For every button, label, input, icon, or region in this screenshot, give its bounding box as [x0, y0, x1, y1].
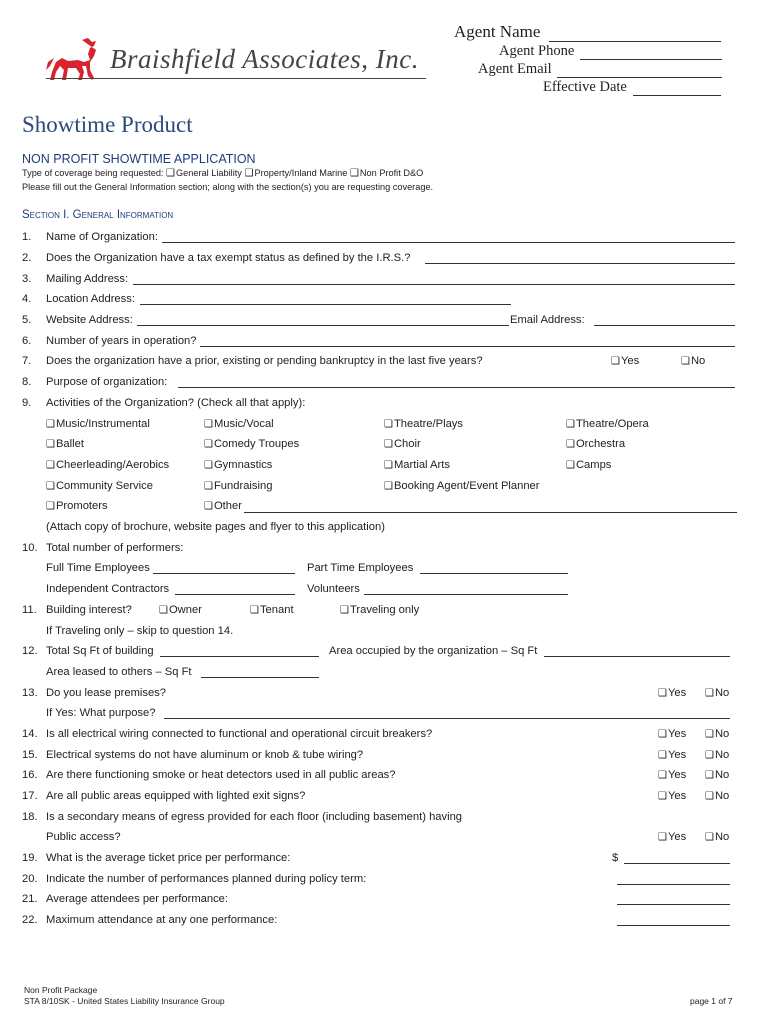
question-2: 2. Does the Organization have a tax exempt status as defined by the I.R.S.?	[22, 252, 411, 264]
question-19: 19. What is the average ticket price per performance:	[22, 852, 291, 864]
activity-option[interactable]	[46, 500, 108, 512]
activity-option[interactable]	[204, 438, 299, 450]
checkbox-icon: ❑	[658, 750, 667, 761]
checkbox-icon: ❑	[681, 356, 690, 367]
question-label: Indicate the number of performances planned during policy term:	[46, 873, 367, 885]
area-occupied-field[interactable]	[544, 646, 730, 657]
question-label: Do you lease premises?	[46, 687, 167, 699]
application-title: NON PROFIT SHOWTIME APPLICATION	[22, 152, 256, 166]
checkbox-icon: ❑	[705, 770, 714, 781]
activity-label: Gymnastics	[213, 459, 273, 471]
question-label: Are all public areas equipped with lighted exit signs?	[46, 790, 306, 802]
checkbox-icon: ❑	[566, 419, 575, 430]
coverage-gl-label: General Liability	[176, 168, 242, 178]
checkbox-icon: ❑	[204, 481, 213, 492]
volunteers-label: Volunteers	[307, 583, 360, 595]
checkbox-icon: ❑	[46, 481, 55, 492]
company-logo	[44, 36, 429, 86]
yes-label: Yes	[667, 769, 687, 781]
checkbox-icon: ❑	[705, 832, 714, 843]
no-label: No	[714, 790, 730, 802]
horse-icon	[44, 36, 106, 84]
checkbox-icon: ❑	[46, 501, 55, 512]
no-label: No	[714, 687, 730, 699]
activity-label: Music/Vocal	[213, 418, 274, 430]
volunteers-field[interactable]	[364, 584, 568, 595]
area-leased-field[interactable]	[201, 667, 319, 678]
coverage-do[interactable]	[350, 168, 423, 178]
question-13: 13. Do you lease premises?	[22, 687, 167, 699]
agent-email-field[interactable]	[557, 64, 722, 78]
question-9: 9. Activities of the Organization? (Check all that apply):	[22, 397, 306, 409]
checkbox-icon: ❑	[658, 832, 667, 843]
activity-label: Camps	[575, 459, 612, 471]
activity-option[interactable]	[46, 480, 153, 492]
question-14: 14. Is all electrical wiring connected to functional and operational circuit breakers?	[22, 728, 433, 740]
contractors-label: Independent Contractors	[46, 583, 170, 595]
no-label: No	[714, 749, 730, 761]
question-label: What is the average ticket price per performance:	[46, 852, 291, 864]
question-1: 1. Name of Organization:	[22, 231, 158, 243]
checkbox-icon: ❑	[166, 168, 176, 179]
checkbox-icon: ❑	[611, 356, 620, 367]
building-owner[interactable]	[159, 604, 202, 616]
no-label: No	[714, 831, 730, 843]
checkbox-icon: ❑	[705, 688, 714, 699]
no-option[interactable]	[705, 831, 729, 843]
checkbox-icon: ❑	[340, 605, 349, 616]
question-label: Activities of the Organization? (Check all that apply):	[46, 397, 306, 409]
question-label: Total number of performers:	[46, 542, 184, 554]
location-address-field[interactable]	[140, 294, 511, 305]
part-time-field[interactable]	[420, 563, 568, 574]
coverage-property-label: Property/Inland Marine	[254, 168, 348, 178]
agent-name-label: Agent Name	[454, 22, 541, 41]
activity-label: Booking Agent/Event Planner	[393, 480, 540, 492]
question-4: 4. Location Address:	[22, 293, 135, 305]
question-label: Location Address:	[46, 293, 135, 305]
traveling-label: Traveling only	[349, 604, 420, 616]
q7-no[interactable]	[681, 355, 705, 367]
question-label: Website Address:	[46, 314, 133, 326]
org-name-field[interactable]	[162, 232, 735, 243]
checkbox-icon: ❑	[46, 419, 55, 430]
footer-line1: Non Profit Package	[24, 985, 98, 995]
question-3: 3. Mailing Address:	[22, 273, 129, 285]
mailing-address-field[interactable]	[133, 274, 735, 285]
activity-option[interactable]	[204, 500, 242, 512]
question-label: Is a secondary means of egress provided for each floor (including basement) having	[46, 811, 463, 823]
avg-attendees-field[interactable]	[617, 894, 730, 905]
activity-option[interactable]	[204, 418, 274, 430]
checkbox-icon: ❑	[159, 605, 168, 616]
yes-label: Yes	[667, 749, 687, 761]
checkbox-icon: ❑	[250, 605, 259, 616]
question-label: Does the Organization have a tax exempt status as defined by the I.R.S.?	[46, 252, 411, 264]
checkbox-icon: ❑	[204, 439, 213, 450]
question-label: Maximum attendance at any one performance:	[46, 914, 278, 926]
activity-option[interactable]	[384, 459, 450, 471]
email-field[interactable]	[594, 315, 735, 326]
owner-label: Owner	[168, 604, 202, 616]
question-17: 17. Are all public areas equipped with lighted exit signs?	[22, 790, 306, 802]
question-16: 16. Are there functioning smoke or heat detectors used in all public areas?	[22, 769, 396, 781]
question-7: 7. Does the organization have a prior, existing or pending bankruptcy in the last five years?	[22, 355, 483, 367]
checkbox-icon: ❑	[658, 688, 667, 699]
activity-label: Promoters	[55, 500, 108, 512]
question-label: Are there functioning smoke or heat detectors used in all public areas?	[46, 769, 396, 781]
email-label: Email Address:	[510, 314, 585, 326]
yes-option[interactable]	[658, 687, 686, 699]
coverage-property[interactable]	[244, 168, 347, 178]
part-time-label: Part Time Employees	[307, 562, 414, 574]
yes-label: Yes	[620, 355, 640, 367]
activity-option[interactable]	[46, 459, 169, 471]
activity-option[interactable]	[384, 480, 540, 492]
activity-label: Ballet	[55, 438, 84, 450]
no-option[interactable]	[705, 749, 729, 761]
question-5: 5. Website Address:	[22, 314, 133, 326]
lease-purpose-field[interactable]	[164, 708, 730, 719]
yes-label: Yes	[667, 790, 687, 802]
yes-option[interactable]	[658, 728, 686, 740]
question-label: Mailing Address:	[46, 273, 129, 285]
attach-note: (Attach copy of brochure, website pages and flyer to this application)	[46, 521, 385, 533]
other-activity-field[interactable]	[244, 502, 737, 513]
no-option[interactable]	[705, 687, 729, 699]
checkbox-icon: ❑	[705, 729, 714, 740]
max-attendance-field[interactable]	[617, 915, 730, 926]
page-number: page 1 of 7	[690, 996, 733, 1006]
checkbox-icon: ❑	[705, 791, 714, 802]
coverage-line	[22, 168, 423, 179]
yes-label: Yes	[667, 728, 687, 740]
building-traveling[interactable]	[340, 604, 419, 616]
dollar-sign: $	[612, 852, 619, 864]
section-heading: Section I. General Information	[22, 209, 174, 221]
no-label: No	[690, 355, 706, 367]
coverage-do-label: Non Profit D&O	[359, 168, 424, 178]
yes-option[interactable]	[658, 790, 686, 802]
building-tenant[interactable]	[250, 604, 294, 616]
checkbox-icon: ❑	[384, 419, 393, 430]
activity-option[interactable]	[204, 480, 272, 492]
question-label: Average attendees per performance:	[46, 893, 229, 905]
checkbox-icon: ❑	[566, 460, 575, 471]
purpose-field[interactable]	[178, 377, 735, 388]
yes-option[interactable]	[658, 831, 686, 843]
question-label: Building interest?	[46, 604, 132, 616]
checkbox-icon: ❑	[46, 439, 55, 450]
activity-option[interactable]	[566, 418, 649, 430]
activity-option[interactable]	[46, 438, 84, 450]
question-label: Electrical systems do not have aluminum or knob & tube wiring?	[46, 749, 364, 761]
contractors-field[interactable]	[175, 584, 295, 595]
question-12: 12. Total Sq Ft of building	[22, 645, 154, 657]
effective-date-field[interactable]	[633, 82, 721, 96]
checkbox-icon: ❑	[349, 168, 359, 179]
activity-option[interactable]	[384, 438, 421, 450]
ticket-price-field[interactable]	[624, 853, 730, 864]
question-label: Number of years in operation?	[46, 335, 197, 347]
question-label: Is all electrical wiring connected to functional and operational circuit breakers?	[46, 728, 433, 740]
checkbox-icon: ❑	[244, 168, 254, 179]
agent-name-field[interactable]	[549, 26, 721, 42]
coverage-note: Please fill out the General Information section; along with the section(s) you are requesting coverage.	[22, 182, 434, 192]
activity-label: Choir	[393, 438, 421, 450]
if-yes-label: If Yes: What purpose?	[46, 707, 156, 719]
question-11: 11. Building interest?	[22, 604, 132, 616]
no-option[interactable]	[705, 728, 729, 740]
activity-option[interactable]	[566, 438, 625, 450]
website-field[interactable]	[137, 315, 509, 326]
years-field[interactable]	[200, 336, 735, 347]
traveling-skip-note: If Traveling only – skip to question 14.	[46, 625, 234, 637]
question-18b: Public access?	[46, 831, 121, 843]
agent-email-label: Agent Email	[478, 61, 552, 77]
company-name: Braishfield Associates, Inc.	[110, 44, 419, 74]
activity-label: Theatre/Opera	[575, 418, 649, 430]
question-label: Does the organization have a prior, existing or pending bankruptcy in the last five years?	[46, 355, 483, 367]
coverage-gl[interactable]	[166, 168, 242, 178]
checkbox-icon: ❑	[204, 419, 213, 430]
question-20: 20. Indicate the number of performances planned during policy term:	[22, 873, 367, 885]
checkbox-icon: ❑	[204, 501, 213, 512]
checkbox-icon: ❑	[46, 460, 55, 471]
checkbox-icon: ❑	[384, 481, 393, 492]
footer-line2: STA 8/10SK - United States Liability Insurance Group	[24, 996, 225, 1006]
coverage-label: Type of coverage being requested:	[22, 168, 164, 178]
yes-label: Yes	[667, 687, 687, 699]
tenant-label: Tenant	[259, 604, 294, 616]
question-18: 18. Is a secondary means of egress provided for each floor (including basement) having	[22, 811, 463, 823]
performances-field[interactable]	[617, 874, 730, 885]
question-21: 21. Average attendees per performance:	[22, 893, 229, 905]
activity-label: Orchestra	[575, 438, 626, 450]
activity-label: Cheerleading/Aerobics	[55, 459, 170, 471]
question-label: Purpose of organization:	[46, 376, 168, 388]
area-occupied-label: Area occupied by the organization – Sq Ft	[329, 645, 538, 657]
page-title: Showtime Product	[22, 112, 193, 137]
activity-label: Theatre/Plays	[393, 418, 463, 430]
full-time-field[interactable]	[153, 563, 295, 574]
area-leased-label: Area leased to others – Sq Ft	[46, 666, 192, 678]
yes-option[interactable]	[658, 769, 686, 781]
yes-label: Yes	[667, 831, 687, 843]
agent-phone-field[interactable]	[580, 46, 722, 60]
no-label: No	[714, 728, 730, 740]
full-time-label: Full Time Employees	[46, 562, 150, 574]
activity-option[interactable]	[46, 418, 150, 430]
activity-label: Music/Instrumental	[55, 418, 150, 430]
no-label: No	[714, 769, 730, 781]
question-22: 22. Maximum attendance at any one performance:	[22, 914, 278, 926]
yes-option[interactable]	[658, 749, 686, 761]
checkbox-icon: ❑	[658, 791, 667, 802]
logo-underline	[46, 78, 426, 79]
activity-label: Other	[213, 500, 242, 512]
activity-option[interactable]	[566, 459, 611, 471]
activity-option[interactable]	[384, 418, 463, 430]
checkbox-icon: ❑	[658, 729, 667, 740]
question-6: 6. Number of years in operation?	[22, 335, 197, 347]
activity-label: Martial Arts	[393, 459, 450, 471]
total-sqft-field[interactable]	[160, 646, 319, 657]
question-15: 15. Electrical systems do not have aluminum or knob & tube wiring?	[22, 749, 364, 761]
activity-option[interactable]	[204, 459, 272, 471]
checkbox-icon: ❑	[384, 460, 393, 471]
question-10: 10. Total number of performers:	[22, 542, 184, 554]
q7-yes[interactable]	[611, 355, 639, 367]
question-label: Name of Organization:	[46, 231, 158, 243]
question-label: Total Sq Ft of building	[46, 645, 154, 657]
activity-label: Comedy Troupes	[213, 438, 300, 450]
no-option[interactable]	[705, 790, 729, 802]
agent-phone-label: Agent Phone	[499, 43, 575, 59]
activity-label: Fundraising	[213, 480, 273, 492]
checkbox-icon: ❑	[204, 460, 213, 471]
checkbox-icon: ❑	[705, 750, 714, 761]
checkbox-icon: ❑	[384, 439, 393, 450]
tax-exempt-field[interactable]	[425, 253, 735, 264]
question-8: 8. Purpose of organization:	[22, 376, 168, 388]
checkbox-icon: ❑	[658, 770, 667, 781]
no-option[interactable]	[705, 769, 729, 781]
checkbox-icon: ❑	[566, 439, 575, 450]
effective-date-label: Effective Date	[543, 79, 627, 95]
activity-label: Community Service	[55, 480, 153, 492]
